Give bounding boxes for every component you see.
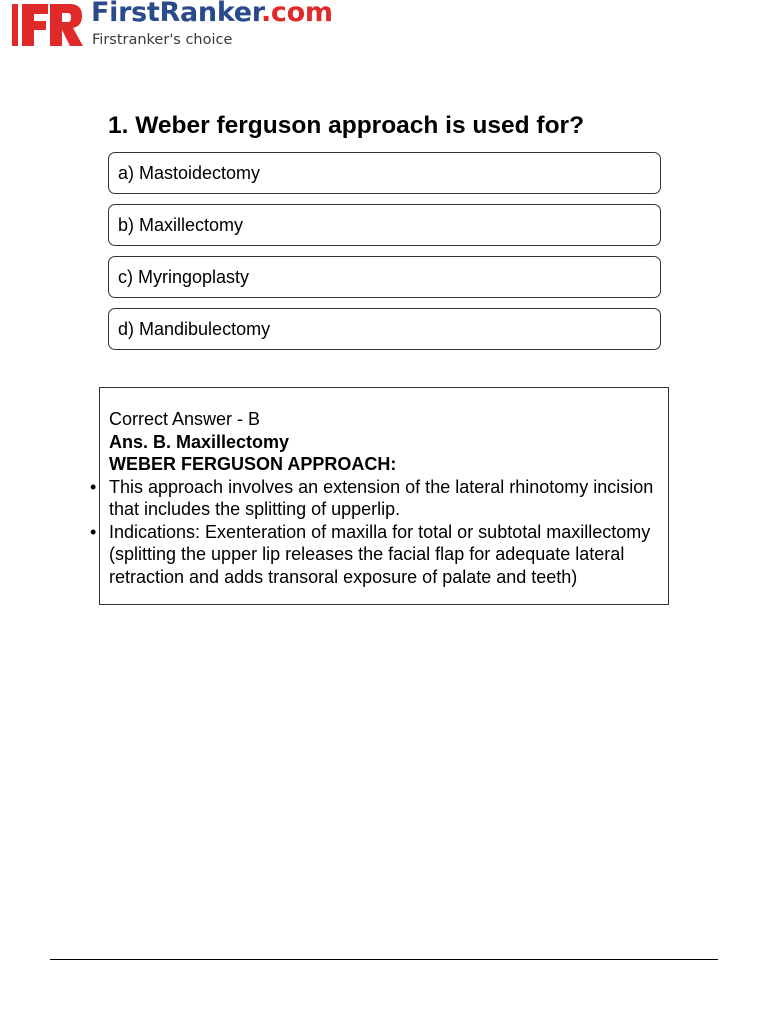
correct-answer-line: Correct Answer - B xyxy=(109,409,261,429)
explanation-list xyxy=(90,476,660,589)
question-number: 1. xyxy=(108,112,129,139)
logo-tagline: Firstranker's choice xyxy=(92,32,233,48)
list-item xyxy=(90,476,660,521)
logo-brand-text xyxy=(91,0,333,26)
footer-divider xyxy=(50,959,718,960)
firstranker-logo[interactable] xyxy=(12,0,333,50)
bullet-icon: • xyxy=(90,476,97,497)
list-item xyxy=(90,521,660,589)
question-text: Weber ferguson approach is used for? xyxy=(135,112,585,139)
explanation-text: This approach involves an extension of the lateral rhinotomy incision that includes the splitting of upperlip. xyxy=(109,476,654,519)
brand-domain: .com xyxy=(260,0,333,28)
option-b[interactable]: b) Maxillectomy xyxy=(108,204,661,246)
option-c[interactable]: c) Myringoplasty xyxy=(108,256,661,298)
question-title xyxy=(108,112,584,140)
answer-line: Ans. B. Maxillectomy xyxy=(109,431,290,452)
fr-logo-mark-icon xyxy=(12,2,84,48)
answer-explanation-box xyxy=(90,387,669,605)
option-a[interactable]: a) Mastoidectomy xyxy=(108,152,661,194)
option-d[interactable]: d) Mandibulectomy xyxy=(108,308,661,350)
brand-name: FirstRanker xyxy=(91,0,261,28)
answer-options xyxy=(108,152,661,360)
approach-heading: WEBER FERGUSON APPROACH: xyxy=(109,454,397,474)
bullet-icon: • xyxy=(90,521,97,542)
explanation-text: Indications: Exenteration of maxilla for total or subtotal maxillectomy (splitting the upper lip releases the facial flap for adequate lateral retraction and adds transoral exposure of palate and teeth) xyxy=(109,521,651,587)
